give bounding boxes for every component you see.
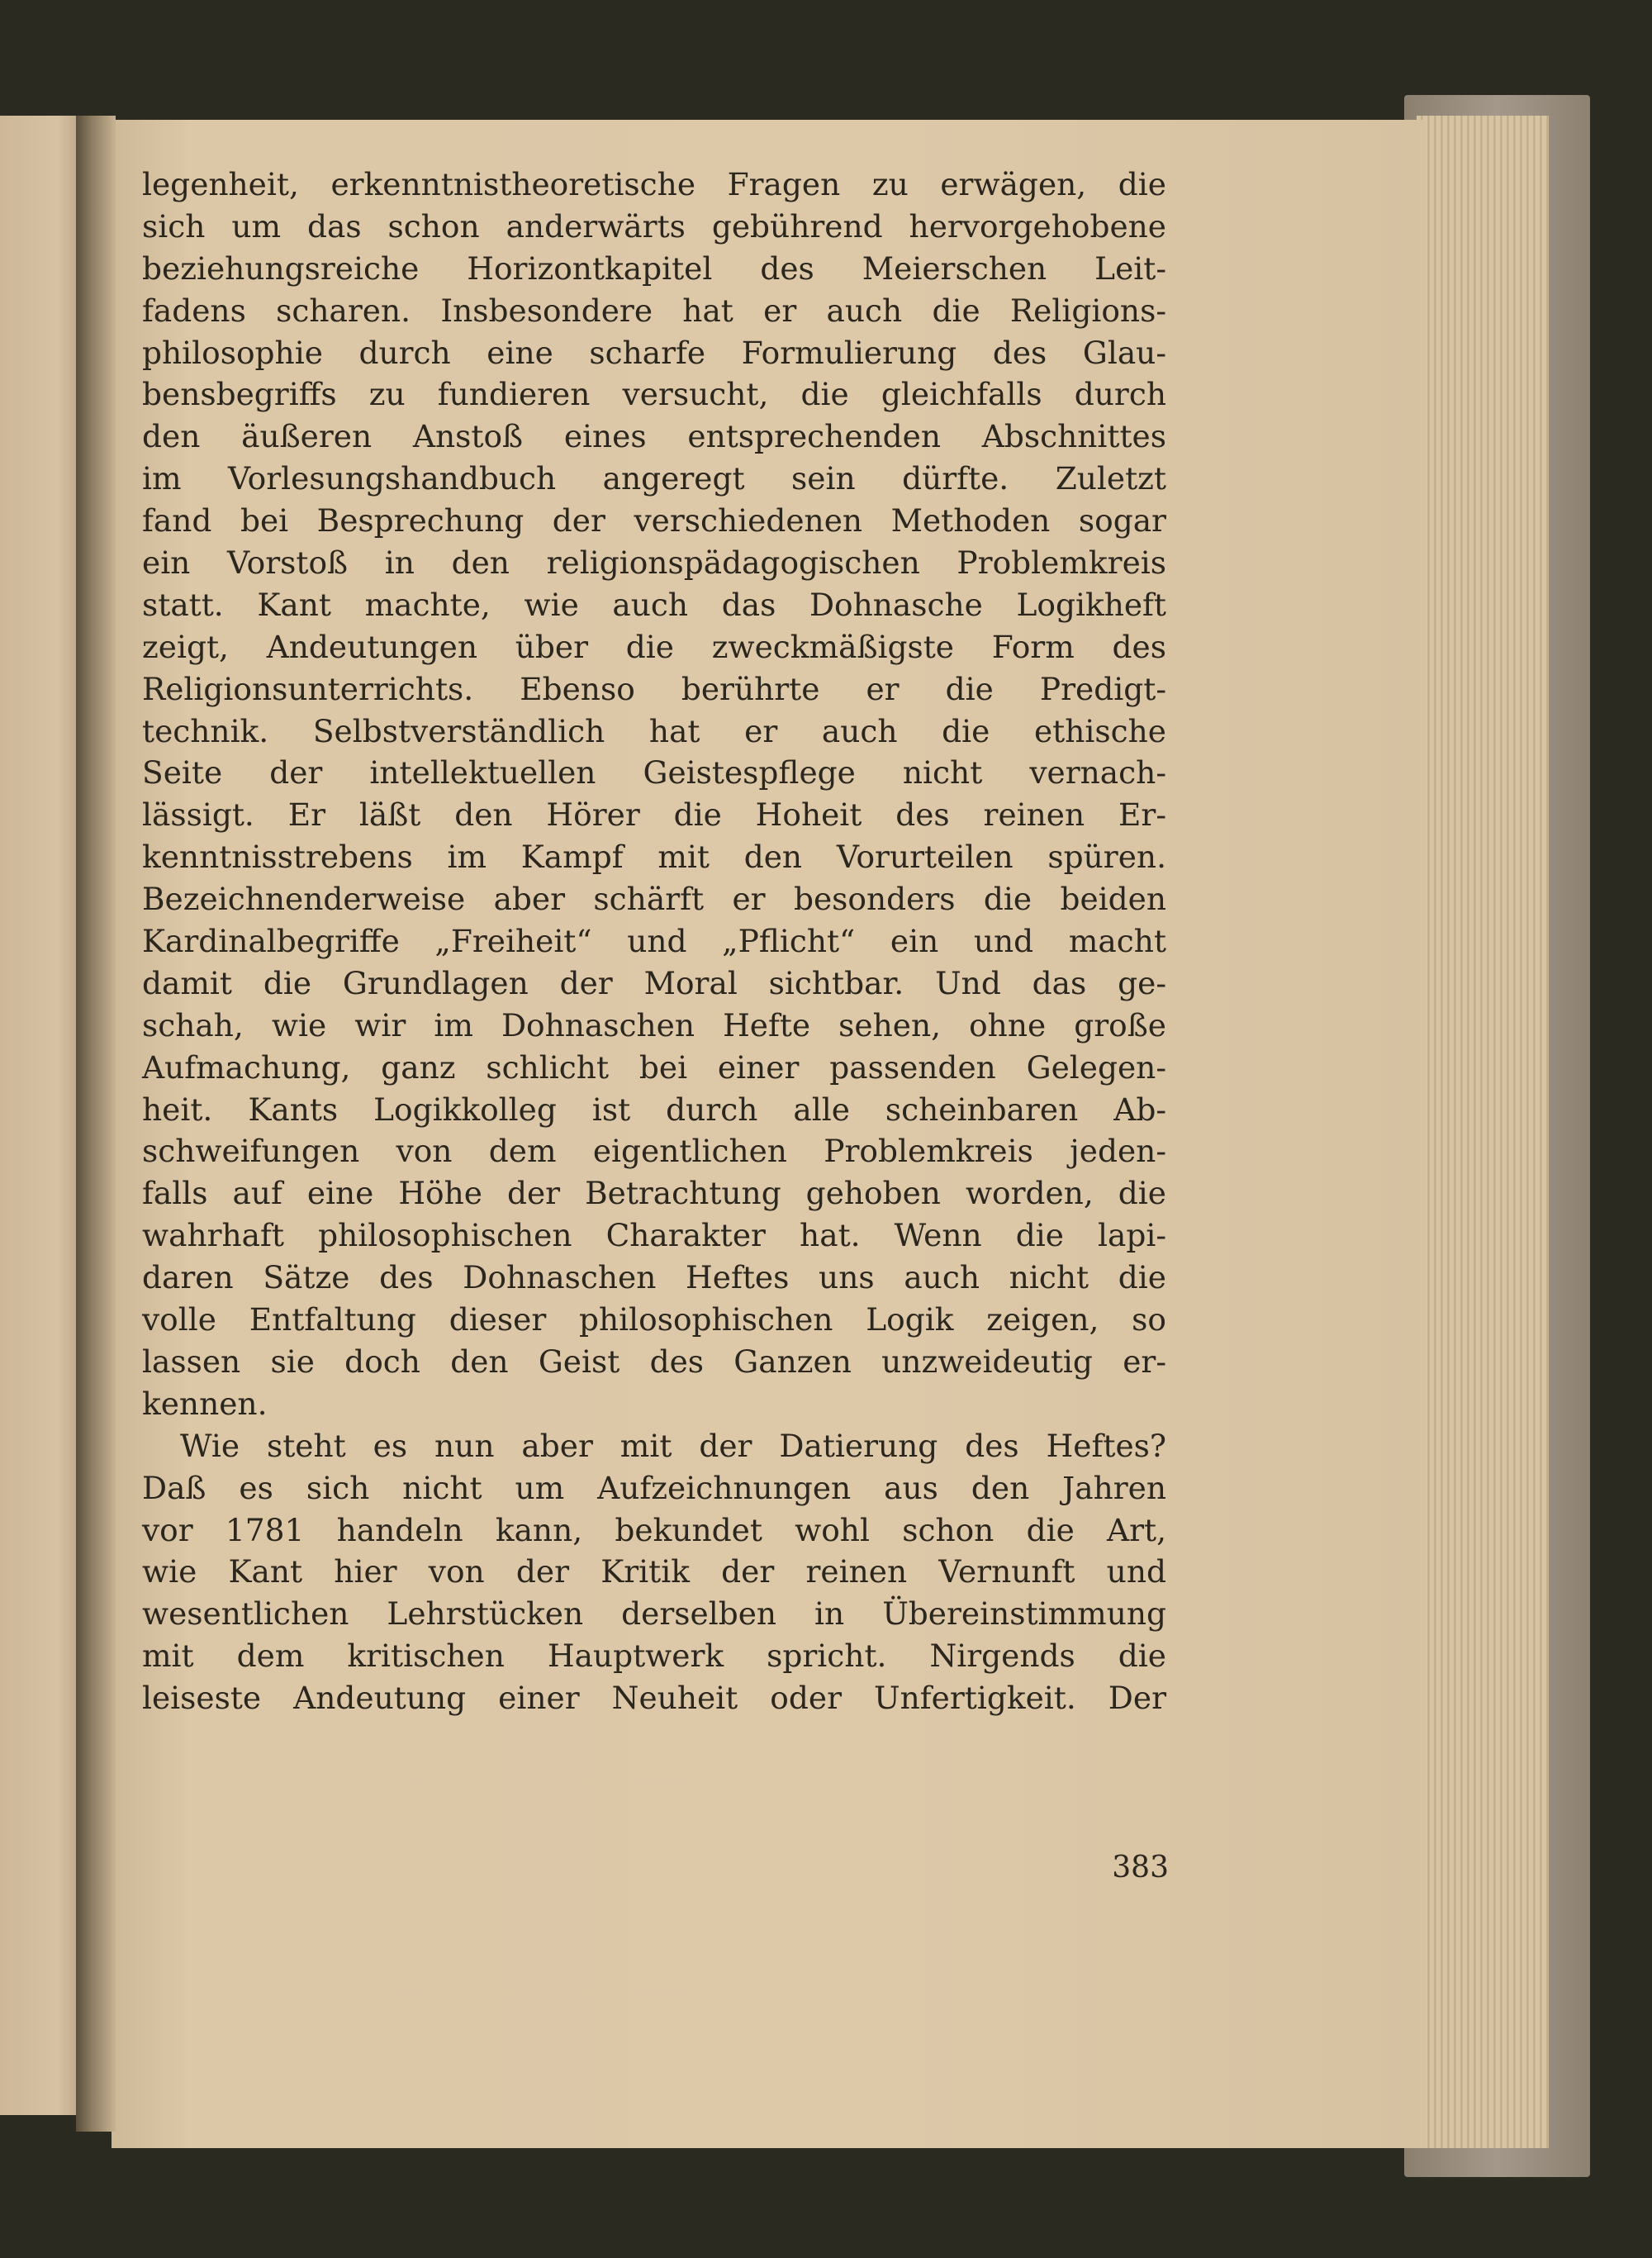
text-line: lassen sie doch den Geist des Ganzen unzweideutig er- xyxy=(142,1343,1166,1380)
text-line: Seite der intellektuellen Geistespflege nicht vernach- xyxy=(142,754,1166,791)
text-line: Religionsunterrichts. Ebenso berührte er die Predigt- xyxy=(142,670,1166,707)
text-line: leiseste Andeutung einer Neuheit oder Unfertigkeit. Der xyxy=(142,1680,1166,1717)
text-line: schah, wie wir im Dohnaschen Hefte sehen, ohne große xyxy=(142,1006,1166,1043)
body-text xyxy=(142,164,1166,1719)
text-line: Kardinalbegriffe „Freiheit“ und „Pflicht“ ein und macht xyxy=(142,923,1166,960)
text-line: wahrhaft philosophischen Charakter hat. Wenn die lapi- xyxy=(142,1217,1166,1254)
text-line: kenntnisstrebens im Kampf mit den Vorurteilen spüren. xyxy=(142,839,1166,876)
text-line: fadens scharen. Insbesondere hat er auch die Religions- xyxy=(142,292,1166,329)
text-line: wesentlichen Lehrstücken derselben in Übereinstimmung xyxy=(142,1595,1166,1633)
text-line: damit die Grundlagen der Moral sichtbar. Und das ge- xyxy=(142,964,1166,1001)
text-line: Aufmachung, ganz schlicht bei einer passenden Gelegen- xyxy=(142,1048,1166,1086)
text-line: zeigt, Andeutungen über die zweckmäßigste Form des xyxy=(142,628,1166,665)
text-line: statt. Kant machte, wie auch das Dohnasche Logikheft xyxy=(142,586,1166,623)
paragraph-start-line: Wie steht es nun aber mit der Datierung des Heftes? xyxy=(180,1427,1166,1464)
text-line: bensbegriffs zu fundieren versucht, die gleichfalls durch xyxy=(142,376,1166,413)
text-line: legenheit, erkenntnistheoretische Fragen zu erwägen, die xyxy=(142,166,1166,202)
paragraph-end-line: kennen. xyxy=(142,1385,268,1422)
text-line: Daß es sich nicht um Aufzeichnungen aus den Jahren xyxy=(142,1469,1166,1506)
text-line: Bezeichnenderweise aber schärft er besonders die beiden xyxy=(142,881,1166,918)
text-line: im Vorlesungshandbuch angeregt sein dürfte. Zuletzt xyxy=(142,460,1166,497)
text-line: schweifungen von dem eigentlichen Problemkreis jeden- xyxy=(142,1133,1166,1170)
text-line: philosophie durch eine scharfe Formulierung des Glau- xyxy=(142,334,1166,371)
text-line: fand bei Besprechung der verschiedenen Methoden sogar xyxy=(142,502,1166,540)
text-line: den äußeren Anstoß eines entsprechenden Abschnittes xyxy=(142,418,1166,455)
text-line: mit dem kritischen Hauptwerk spricht. Nirgends die xyxy=(142,1638,1166,1675)
text-line: ein Vorstoß in den religionspädagogischen Problemkreis xyxy=(142,544,1166,582)
text-line: volle Entfaltung dieser philosophischen Logik zeigen, so xyxy=(142,1301,1166,1338)
page-number: 383 xyxy=(1112,1851,1169,1885)
text-line: beziehungsreiche Horizontkapitel des Meierschen Leit- xyxy=(142,250,1166,287)
text-line: falls auf eine Höhe der Betrachtung gehoben worden, die xyxy=(142,1175,1166,1212)
text-line: sich um das schon anderwärts gebührend hervorgehobene xyxy=(142,207,1166,245)
page-edges xyxy=(1417,116,1549,2148)
text-line: heit. Kants Logikkolleg ist durch alle scheinbaren Ab- xyxy=(142,1091,1166,1128)
text-line: lässigt. Er läßt den Hörer die Hoheit des reinen Er- xyxy=(142,796,1166,834)
text-line: technik. Selbstverständlich hat er auch die ethische xyxy=(142,712,1166,749)
previous-page-edge xyxy=(0,116,83,2115)
text-line: daren Sätze des Dohnaschen Heftes uns auch nicht die xyxy=(142,1259,1166,1296)
text-line: vor 1781 handeln kann, bekundet wohl schon die Art, xyxy=(142,1511,1166,1548)
text-line: wie Kant hier von der Kritik der reinen Vernunft und xyxy=(142,1553,1166,1590)
book-gutter xyxy=(76,116,116,2132)
